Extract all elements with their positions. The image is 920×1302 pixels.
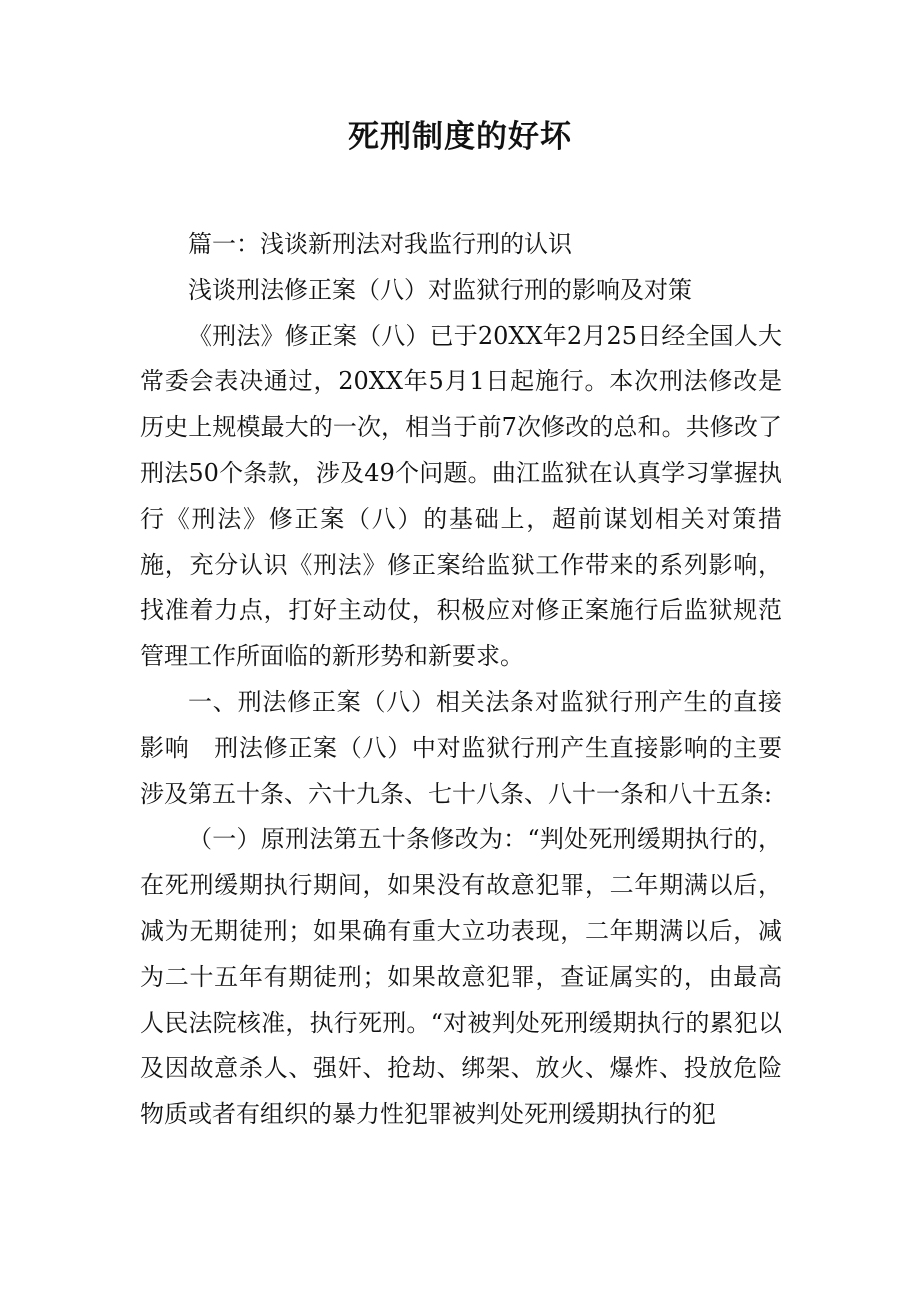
document-title: 死刑制度的好坏 xyxy=(348,119,572,155)
section-heading: 篇一：浅谈新刑法对我监行刑的认识 xyxy=(188,230,572,258)
body-paragraph-article-50: （一）原刑法第五十条修改为：“判处死刑缓期执行的，在死刑缓期执行期间，如果没有故意犯罪，二年期满以后，减为无期徒刑；如果确有重大立功表现，二年期满以后，减为二十五年有期徒刑；如果故意犯罪，查证属实的，由最高人民法院核准，执行死刑。“对被判处死刑缓期执行的累犯以及因故意杀人、强奸、抢劫、绑架、放火、爆炸、投放危险物质或者有组织的暴力性犯罪被判处死刑缓期执行的犯 xyxy=(140,825,782,1129)
article-title: 浅谈刑法修正案（八）对监狱行刑的影响及对策 xyxy=(188,275,692,304)
document-body xyxy=(140,222,782,1138)
body-paragraph-intro: 《刑法》修正案（八）已于20XX年2月25日经全国人大常委会表决通过，20XX年5月1日起施行。本次刑法修改是历史上规模最大的一次，相当于前7次修改的总和。共修改了刑法50个条款，涉及49个问题。曲江监狱在认真学习掌握执行《刑法》修正案（八）的基础上，超前谋划相关对策措施，充分认识《刑法》修正案给监狱工作带来的系列影响，找准着力点，打好主动仗，积极应对修正案施行后监狱规范管理工作所面临的新形势和新要求。 xyxy=(140,321,782,671)
body-paragraph-section-one: 一、刑法修正案（八）相关法条对监狱行刑产生的直接影响 刑法修正案（八）中对监狱行刑产生直接影响的主要涉及第五十条、六十九条、七十八条、八十一条和八十五条: xyxy=(140,687,782,808)
